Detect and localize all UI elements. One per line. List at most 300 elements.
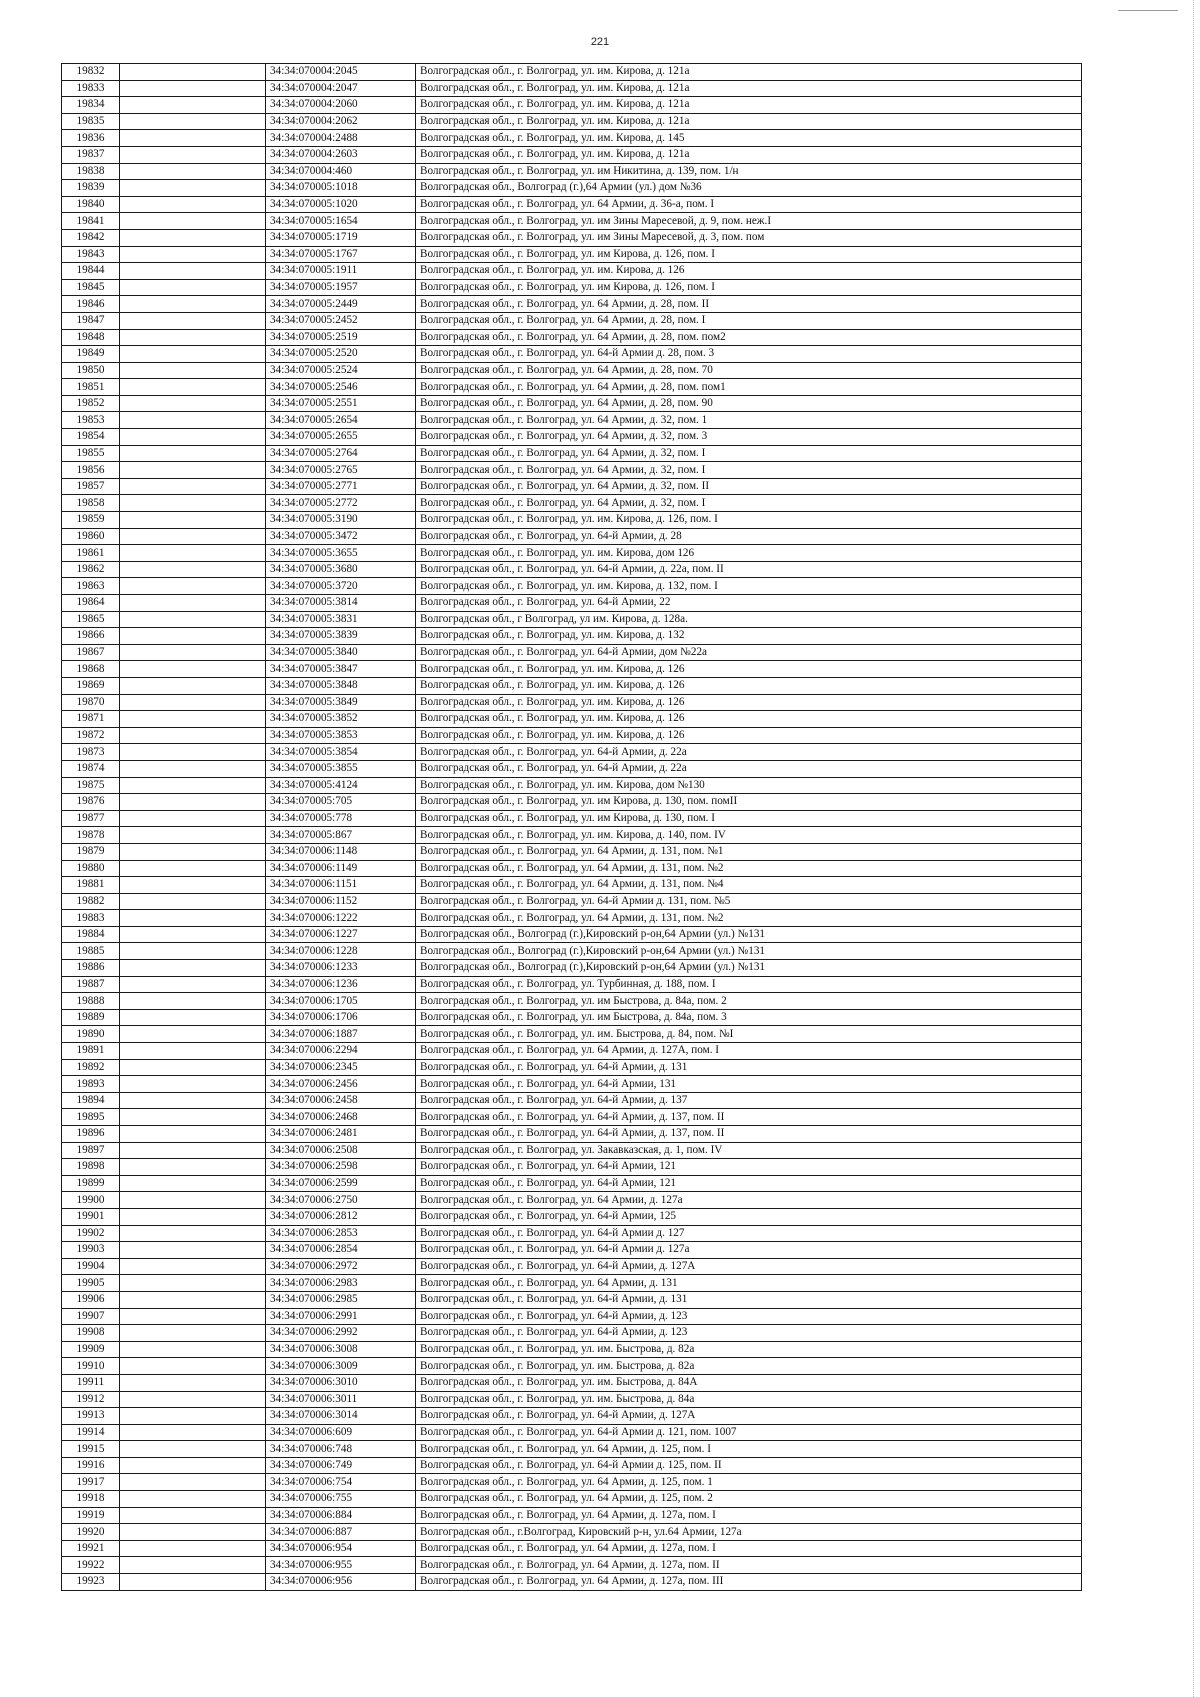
table-row: [62, 760, 1082, 777]
empty-cell: [120, 1092, 266, 1109]
cadastral-number-cell: 34:34:070005:2452: [266, 312, 416, 329]
row-number-cell: 19908: [62, 1325, 120, 1342]
table-row: [62, 1009, 1082, 1026]
empty-cell: [120, 1159, 266, 1176]
table-row: [62, 694, 1082, 711]
address-cell: Волгоградская обл., г. Волгоград, ул. им Быстрова, д. 84а, пом. 2: [416, 993, 1082, 1010]
table-row: [62, 113, 1082, 130]
table-row: [62, 561, 1082, 578]
address-cell: Волгоградская обл., г. Волгоград, ул. им Никитина, д. 139, пом. 1/н: [416, 163, 1082, 180]
table-row: [62, 445, 1082, 462]
empty-cell: [120, 362, 266, 379]
cadastral-number-cell: 34:34:070006:2599: [266, 1175, 416, 1192]
address-cell: Волгоградская обл., г. Волгоград, ул. 64 Армии, д. 32, пом. II: [416, 478, 1082, 495]
table-row: [62, 810, 1082, 827]
empty-cell: [120, 1175, 266, 1192]
row-number-cell: 19857: [62, 478, 120, 495]
cadastral-number-cell: 34:34:070006:3014: [266, 1408, 416, 1425]
row-number-cell: 19886: [62, 960, 120, 977]
address-cell: Волгоградская обл., г. Волгоград, ул. им Кирова, д. 126, пом. I: [416, 246, 1082, 263]
empty-cell: [120, 229, 266, 246]
row-number-cell: 19890: [62, 1026, 120, 1043]
empty-cell: [120, 910, 266, 927]
row-number-cell: 19903: [62, 1242, 120, 1259]
row-number-cell: 19875: [62, 777, 120, 794]
empty-cell: [120, 495, 266, 512]
empty-cell: [120, 1109, 266, 1126]
cadastral-number-cell: 34:34:070006:1222: [266, 910, 416, 927]
address-cell: Волгоградская обл., г. Волгоград, ул. им. Кирова, д. 126: [416, 661, 1082, 678]
row-number-cell: 19850: [62, 362, 120, 379]
cadastral-number-cell: 34:34:070005:1719: [266, 229, 416, 246]
scan-edge-line: [1193, 0, 1194, 1697]
empty-cell: [120, 279, 266, 296]
address-cell: Волгоградская обл., г. Волгоград, ул. 64 Армии, д. 36-а, пом. I: [416, 196, 1082, 213]
cadastral-number-cell: 34:34:070006:2345: [266, 1059, 416, 1076]
scan-corner-mark: [1118, 10, 1178, 11]
row-number-cell: 19870: [62, 694, 120, 711]
row-number-cell: 19867: [62, 644, 120, 661]
cadastral-number-cell: 34:34:070005:705: [266, 794, 416, 811]
empty-cell: [120, 312, 266, 329]
empty-cell: [120, 1043, 266, 1060]
cadastral-number-cell: 34:34:070005:3847: [266, 661, 416, 678]
cadastral-number-cell: 34:34:070006:955: [266, 1557, 416, 1574]
row-number-cell: 19861: [62, 545, 120, 562]
row-number-cell: 19833: [62, 80, 120, 97]
cadastral-number-cell: 34:34:070006:754: [266, 1474, 416, 1491]
table-row: [62, 528, 1082, 545]
cadastral-number-cell: 34:34:070004:2047: [266, 80, 416, 97]
row-number-cell: 19846: [62, 296, 120, 313]
cadastral-number-cell: 34:34:070005:1020: [266, 196, 416, 213]
table-row: [62, 1026, 1082, 1043]
property-registry-table: [61, 63, 1082, 1591]
row-number-cell: 19865: [62, 611, 120, 628]
cadastral-number-cell: 34:34:070005:3848: [266, 677, 416, 694]
row-number-cell: 19854: [62, 429, 120, 446]
cadastral-number-cell: 34:34:070005:2524: [266, 362, 416, 379]
row-number-cell: 19905: [62, 1275, 120, 1292]
empty-cell: [120, 777, 266, 794]
cadastral-number-cell: 34:34:070006:1149: [266, 860, 416, 877]
cadastral-number-cell: 34:34:070005:1654: [266, 213, 416, 230]
row-number-cell: 19836: [62, 130, 120, 147]
address-cell: Волгоградская обл., г. Волгоград, ул. им. Быстрова, д. 84, пом. №I: [416, 1026, 1082, 1043]
empty-cell: [120, 1358, 266, 1375]
address-cell: Волгоградская обл., г. Волгоград, ул. 64-й Армии д. 131, пом. №5: [416, 893, 1082, 910]
cadastral-number-cell: 34:34:070005:3831: [266, 611, 416, 628]
address-cell: Волгоградская обл., г. Волгоград, ул. Турбинная, д. 188, пом. I: [416, 976, 1082, 993]
cadastral-number-cell: 34:34:070005:867: [266, 827, 416, 844]
row-number-cell: 19883: [62, 910, 120, 927]
address-cell: Волгоградская обл., г. Волгоград, ул. им. Кирова, д. 121а: [416, 64, 1082, 81]
cadastral-number-cell: 34:34:070006:2468: [266, 1109, 416, 1126]
table-row: [62, 843, 1082, 860]
row-number-cell: 19900: [62, 1192, 120, 1209]
address-cell: Волгоградская обл., г. Волгоград, ул. 64-й Армии д. 127: [416, 1225, 1082, 1242]
cadastral-number-cell: 34:34:070004:2488: [266, 130, 416, 147]
cadastral-number-cell: 34:34:070005:4124: [266, 777, 416, 794]
address-cell: Волгоградская обл., г. Волгоград, ул. им Быстрова, д. 84а, пом. 3: [416, 1009, 1082, 1026]
table-row: [62, 1142, 1082, 1159]
address-cell: Волгоградская обл., г. Волгоград, ул. им. Кирова, д. 121а: [416, 80, 1082, 97]
table-row: [62, 64, 1082, 81]
empty-cell: [120, 113, 266, 130]
table-row: [62, 146, 1082, 163]
address-cell: Волгоградская обл., г. Волгоград, ул. 64 Армии, д. 131, пом. №2: [416, 910, 1082, 927]
empty-cell: [120, 1275, 266, 1292]
empty-cell: [120, 943, 266, 960]
table-row: [62, 711, 1082, 728]
address-cell: Волгоградская обл., г. Волгоград, ул. 64 Армии, д. 28, пом. пом1: [416, 379, 1082, 396]
cadastral-number-cell: 34:34:070006:1151: [266, 877, 416, 894]
empty-cell: [120, 1208, 266, 1225]
cadastral-number-cell: 34:34:070006:2991: [266, 1308, 416, 1325]
empty-cell: [120, 1026, 266, 1043]
table-row: [62, 329, 1082, 346]
row-number-cell: 19912: [62, 1391, 120, 1408]
cadastral-number-cell: 34:34:070006:3009: [266, 1358, 416, 1375]
empty-cell: [120, 744, 266, 761]
address-cell: Волгоградская обл., г. Волгоград, ул. 64 Армии, д. 32, пом. I: [416, 495, 1082, 512]
empty-cell: [120, 379, 266, 396]
cadastral-number-cell: 34:34:070006:3011: [266, 1391, 416, 1408]
row-number-cell: 19855: [62, 445, 120, 462]
empty-cell: [120, 329, 266, 346]
address-cell: Волгоградская обл., г. Волгоград, ул. 64 Армии, д. 131, пом. №1: [416, 843, 1082, 860]
empty-cell: [120, 296, 266, 313]
empty-cell: [120, 1557, 266, 1574]
table-row: [62, 196, 1082, 213]
address-cell: Волгоградская обл., г. Волгоград, ул. им. Кирова, д. 145: [416, 130, 1082, 147]
cadastral-number-cell: 34:34:070005:3655: [266, 545, 416, 562]
empty-cell: [120, 395, 266, 412]
table-row: [62, 1341, 1082, 1358]
empty-cell: [120, 1225, 266, 1242]
address-cell: Волгоградская обл., г. Волгоград, ул. им. Кирова, д. 126: [416, 263, 1082, 280]
table-row: [62, 926, 1082, 943]
empty-cell: [120, 163, 266, 180]
address-cell: Волгоградская обл., г. Волгоград, ул. 64-й Армии д. 127а: [416, 1242, 1082, 1259]
row-number-cell: 19874: [62, 760, 120, 777]
empty-cell: [120, 429, 266, 446]
cadastral-number-cell: 34:34:070005:3814: [266, 595, 416, 612]
address-cell: Волгоградская обл., г. Волгоград, ул. 64-й Армии, 121: [416, 1159, 1082, 1176]
address-cell: Волгоградская обл., г. Волгоград, ул. 64 Армии, д. 131, пом. №2: [416, 860, 1082, 877]
cadastral-number-cell: 34:34:070005:2764: [266, 445, 416, 462]
empty-cell: [120, 561, 266, 578]
cadastral-number-cell: 34:34:070005:3190: [266, 512, 416, 529]
cadastral-number-cell: 34:34:070005:3720: [266, 578, 416, 595]
empty-cell: [120, 677, 266, 694]
row-number-cell: 19841: [62, 213, 120, 230]
address-cell: Волгоградская обл., г. Волгоград, ул. 64 Армии, д. 28, пом. 90: [416, 395, 1082, 412]
cadastral-number-cell: 34:34:070004:2045: [266, 64, 416, 81]
empty-cell: [120, 512, 266, 529]
registry-body: [62, 64, 1082, 1591]
address-cell: Волгоградская обл., г Волгоград, ул им. Кирова, д. 128а.: [416, 611, 1082, 628]
table-row: [62, 777, 1082, 794]
table-row: [62, 893, 1082, 910]
cadastral-number-cell: 34:34:070005:3840: [266, 644, 416, 661]
cadastral-number-cell: 34:34:070006:887: [266, 1524, 416, 1541]
address-cell: Волгоградская обл., г. Волгоград, ул. 64 Армии, д. 127а, пом. II: [416, 1557, 1082, 1574]
cadastral-number-cell: 34:34:070005:2771: [266, 478, 416, 495]
address-cell: Волгоградская обл., г. Волгоград, ул. им. Кирова, д. 126: [416, 694, 1082, 711]
cadastral-number-cell: 34:34:070006:2750: [266, 1192, 416, 1209]
address-cell: Волгоградская обл., г. Волгоград, ул. им. Быстрова, д. 82а: [416, 1358, 1082, 1375]
address-cell: Волгоградская обл., г. Волгоград, ул. им. Кирова, д. 132: [416, 628, 1082, 645]
address-cell: Волгоградская обл., г. Волгоград, ул. 64-й Армии, д. 131: [416, 1059, 1082, 1076]
table-row: [62, 877, 1082, 894]
address-cell: Волгоградская обл., г. Волгоград, ул. 64-й Армии, д. 137: [416, 1092, 1082, 1109]
cadastral-number-cell: 34:34:070006:2812: [266, 1208, 416, 1225]
table-row: [62, 1208, 1082, 1225]
cadastral-number-cell: 34:34:070006:2598: [266, 1159, 416, 1176]
table-row: [62, 429, 1082, 446]
table-row: [62, 1159, 1082, 1176]
table-row: [62, 1325, 1082, 1342]
table-row: [62, 744, 1082, 761]
address-cell: Волгоградская обл., г. Волгоград, ул. 64-й Армии, д. 28: [416, 528, 1082, 545]
row-number-cell: 19868: [62, 661, 120, 678]
row-number-cell: 19872: [62, 727, 120, 744]
row-number-cell: 19881: [62, 877, 120, 894]
cadastral-number-cell: 34:34:070006:2985: [266, 1291, 416, 1308]
row-number-cell: 19909: [62, 1341, 120, 1358]
empty-cell: [120, 80, 266, 97]
table-row: [62, 727, 1082, 744]
row-number-cell: 19889: [62, 1009, 120, 1026]
table-row: [62, 462, 1082, 479]
empty-cell: [120, 478, 266, 495]
empty-cell: [120, 993, 266, 1010]
address-cell: Волгоградская обл., г. Волгоград, ул. им. Кирова, д. 121а: [416, 113, 1082, 130]
cadastral-number-cell: 34:34:070006:3008: [266, 1341, 416, 1358]
empty-cell: [120, 1524, 266, 1541]
table-row: [62, 180, 1082, 197]
table-row: [62, 478, 1082, 495]
address-cell: Волгоградская обл., г. Волгоград, ул. 64-й Армии, д. 22а: [416, 744, 1082, 761]
cadastral-number-cell: 34:34:070005:2765: [266, 462, 416, 479]
address-cell: Волгоградская обл., г. Волгоград, ул. 64-й Армии, д. 131: [416, 1291, 1082, 1308]
table-row: [62, 263, 1082, 280]
table-row: [62, 860, 1082, 877]
row-number-cell: 19853: [62, 412, 120, 429]
row-number-cell: 19906: [62, 1291, 120, 1308]
cadastral-number-cell: 34:34:070006:1236: [266, 976, 416, 993]
empty-cell: [120, 64, 266, 81]
table-row: [62, 794, 1082, 811]
row-number-cell: 19849: [62, 346, 120, 363]
empty-cell: [120, 1457, 266, 1474]
empty-cell: [120, 1009, 266, 1026]
table-row: [62, 1059, 1082, 1076]
table-row: [62, 960, 1082, 977]
empty-cell: [120, 760, 266, 777]
empty-cell: [120, 595, 266, 612]
empty-cell: [120, 146, 266, 163]
cadastral-number-cell: 34:34:070004:2603: [266, 146, 416, 163]
empty-cell: [120, 1491, 266, 1508]
row-number-cell: 19847: [62, 312, 120, 329]
row-number-cell: 19837: [62, 146, 120, 163]
cadastral-number-cell: 34:34:070005:2546: [266, 379, 416, 396]
address-cell: Волгоградская обл., Волгоград (г.),Кировский р-он,64 Армии (ул.) №131: [416, 960, 1082, 977]
address-cell: Волгоградская обл., г. Волгоград, ул. 64-й Армии д. 121, пом. 1007: [416, 1424, 1082, 1441]
table-row: [62, 943, 1082, 960]
cadastral-number-cell: 34:34:070005:3852: [266, 711, 416, 728]
address-cell: Волгоградская обл., г. Волгоград, ул. 64-й Армии, д. 123: [416, 1308, 1082, 1325]
row-number-cell: 19902: [62, 1225, 120, 1242]
row-number-cell: 19891: [62, 1043, 120, 1060]
table-row: [62, 312, 1082, 329]
address-cell: Волгоградская обл., г. Волгоград, ул. 64 Армии, д. 127а, пом. III: [416, 1574, 1082, 1591]
cadastral-number-cell: 34:34:070006:1152: [266, 893, 416, 910]
cadastral-number-cell: 34:34:070005:1911: [266, 263, 416, 280]
cadastral-number-cell: 34:34:070006:1227: [266, 926, 416, 943]
address-cell: Волгоградская обл., г. Волгоград, ул. 64 Армии, д. 28, пом. пом2: [416, 329, 1082, 346]
row-number-cell: 19878: [62, 827, 120, 844]
table-row: [62, 395, 1082, 412]
cadastral-number-cell: 34:34:070006:2972: [266, 1258, 416, 1275]
table-row: [62, 611, 1082, 628]
table-row: [62, 1076, 1082, 1093]
row-number-cell: 19880: [62, 860, 120, 877]
empty-cell: [120, 1325, 266, 1342]
address-cell: Волгоградская обл., г. Волгоград, ул. им. Быстрова, д. 84а: [416, 1391, 1082, 1408]
empty-cell: [120, 1142, 266, 1159]
address-cell: Волгоградская обл., г. Волгоград, ул. 64 Армии, д. 127а, пом. I: [416, 1507, 1082, 1524]
row-number-cell: 19839: [62, 180, 120, 197]
cadastral-number-cell: 34:34:070006:755: [266, 1491, 416, 1508]
cadastral-number-cell: 34:34:070006:884: [266, 1507, 416, 1524]
cadastral-number-cell: 34:34:070004:460: [266, 163, 416, 180]
cadastral-number-cell: 34:34:070005:2449: [266, 296, 416, 313]
address-cell: Волгоградская обл., г. Волгоград, ул. 64 Армии, д. 32, пом. 3: [416, 429, 1082, 446]
empty-cell: [120, 445, 266, 462]
row-number-cell: 19885: [62, 943, 120, 960]
table-row: [62, 595, 1082, 612]
table-row: [62, 163, 1082, 180]
table-row: [62, 1192, 1082, 1209]
empty-cell: [120, 1441, 266, 1458]
address-cell: Волгоградская обл., Волгоград (г.),Кировский р-он,64 Армии (ул.) №131: [416, 926, 1082, 943]
empty-cell: [120, 346, 266, 363]
table-row: [62, 827, 1082, 844]
row-number-cell: 19916: [62, 1457, 120, 1474]
table-row: [62, 661, 1082, 678]
table-row: [62, 628, 1082, 645]
empty-cell: [120, 877, 266, 894]
cadastral-number-cell: 34:34:070005:2520: [266, 346, 416, 363]
empty-cell: [120, 246, 266, 263]
address-cell: Волгоградская обл., г. Волгоград, ул. им. Быстрова, д. 84А: [416, 1374, 1082, 1391]
table-row: [62, 97, 1082, 114]
empty-cell: [120, 794, 266, 811]
address-cell: Волгоградская обл., г. Волгоград, ул. Закавказская, д. 1, пом. IV: [416, 1142, 1082, 1159]
cadastral-number-cell: 34:34:070006:2481: [266, 1126, 416, 1143]
address-cell: Волгоградская обл., г. Волгоград, ул. им. Кирова, д. 140, пом. IV: [416, 827, 1082, 844]
cadastral-number-cell: 34:34:070005:3855: [266, 760, 416, 777]
empty-cell: [120, 545, 266, 562]
empty-cell: [120, 528, 266, 545]
table-row: [62, 976, 1082, 993]
row-number-cell: 19917: [62, 1474, 120, 1491]
address-cell: Волгоградская обл., г. Волгоград, ул. 64 Армии, д. 127А, пом. I: [416, 1043, 1082, 1060]
empty-cell: [120, 1126, 266, 1143]
table-row: [62, 1540, 1082, 1557]
empty-cell: [120, 810, 266, 827]
row-number-cell: 19838: [62, 163, 120, 180]
empty-cell: [120, 1507, 266, 1524]
empty-cell: [120, 196, 266, 213]
address-cell: Волгоградская обл., г. Волгоград, ул. им Зины Маресевой, д. 9, пом. неж.I: [416, 213, 1082, 230]
page-number: 221: [590, 36, 610, 48]
cadastral-number-cell: 34:34:070006:2992: [266, 1325, 416, 1342]
table-row: [62, 362, 1082, 379]
empty-cell: [120, 97, 266, 114]
address-cell: Волгоградская обл., г. Волгоград, ул. им Кирова, д. 126, пом. I: [416, 279, 1082, 296]
empty-cell: [120, 412, 266, 429]
empty-cell: [120, 727, 266, 744]
row-number-cell: 19845: [62, 279, 120, 296]
address-cell: Волгоградская обл., г. Волгоград, ул. 64-й Армии, 131: [416, 1076, 1082, 1093]
row-number-cell: 19877: [62, 810, 120, 827]
empty-cell: [120, 1374, 266, 1391]
address-cell: Волгоградская обл., г. Волгоград, ул. 64 Армии, д. 32, пом. I: [416, 445, 1082, 462]
address-cell: Волгоградская обл., г. Волгоград, ул. 64 Армии, д. 131: [416, 1275, 1082, 1292]
cadastral-number-cell: 34:34:070005:3849: [266, 694, 416, 711]
address-cell: Волгоградская обл., г. Волгоград, ул. 64 Армии, д. 127а: [416, 1192, 1082, 1209]
row-number-cell: 19901: [62, 1208, 120, 1225]
empty-cell: [120, 1574, 266, 1591]
address-cell: Волгоградская обл., Волгоград (г.),64 Армии (ул.) дом №36: [416, 180, 1082, 197]
cadastral-number-cell: 34:34:070005:3839: [266, 628, 416, 645]
cadastral-number-cell: 34:34:070005:2772: [266, 495, 416, 512]
table-row: [62, 578, 1082, 595]
row-number-cell: 19907: [62, 1308, 120, 1325]
address-cell: Волгоградская обл., г. Волгоград, ул. 64-й Армии, д. 127А: [416, 1258, 1082, 1275]
cadastral-number-cell: 34:34:070005:3472: [266, 528, 416, 545]
table-row: [62, 1175, 1082, 1192]
address-cell: Волгоградская обл., г. Волгоград, ул. 64-й Армии, д. 137, пом. II: [416, 1109, 1082, 1126]
row-number-cell: 19920: [62, 1524, 120, 1541]
row-number-cell: 19863: [62, 578, 120, 595]
row-number-cell: 19887: [62, 976, 120, 993]
row-number-cell: 19893: [62, 1076, 120, 1093]
cadastral-number-cell: 34:34:070006:1148: [266, 843, 416, 860]
address-cell: Волгоградская обл., г. Волгоград, ул. 64-й Армии, 121: [416, 1175, 1082, 1192]
empty-cell: [120, 843, 266, 860]
row-number-cell: 19852: [62, 395, 120, 412]
table-row: [62, 1391, 1082, 1408]
address-cell: Волгоградская обл., г. Волгоград, ул. им. Кирова, д. 121а: [416, 97, 1082, 114]
cadastral-number-cell: 34:34:070006:1705: [266, 993, 416, 1010]
cadastral-number-cell: 34:34:070006:1706: [266, 1009, 416, 1026]
table-row: [62, 296, 1082, 313]
row-number-cell: 19894: [62, 1092, 120, 1109]
address-cell: Волгоградская обл., г. Волгоград, ул. им Зины Маресевой, д. 3, пом. пом: [416, 229, 1082, 246]
address-cell: Волгоградская обл., г. Волгоград, ул. 64 Армии, д. 131, пом. №4: [416, 877, 1082, 894]
address-cell: Волгоградская обл., г. Волгоград, ул. им. Быстрова, д. 82а: [416, 1341, 1082, 1358]
empty-cell: [120, 628, 266, 645]
address-cell: Волгоградская обл., г. Волгоград, ул. 64 Армии, д. 125, пом. I: [416, 1441, 1082, 1458]
cadastral-number-cell: 34:34:070004:2062: [266, 113, 416, 130]
address-cell: Волгоградская обл., г. Волгоград, ул. 64-й Армии, д. 123: [416, 1325, 1082, 1342]
cadastral-number-cell: 34:34:070006:2458: [266, 1092, 416, 1109]
